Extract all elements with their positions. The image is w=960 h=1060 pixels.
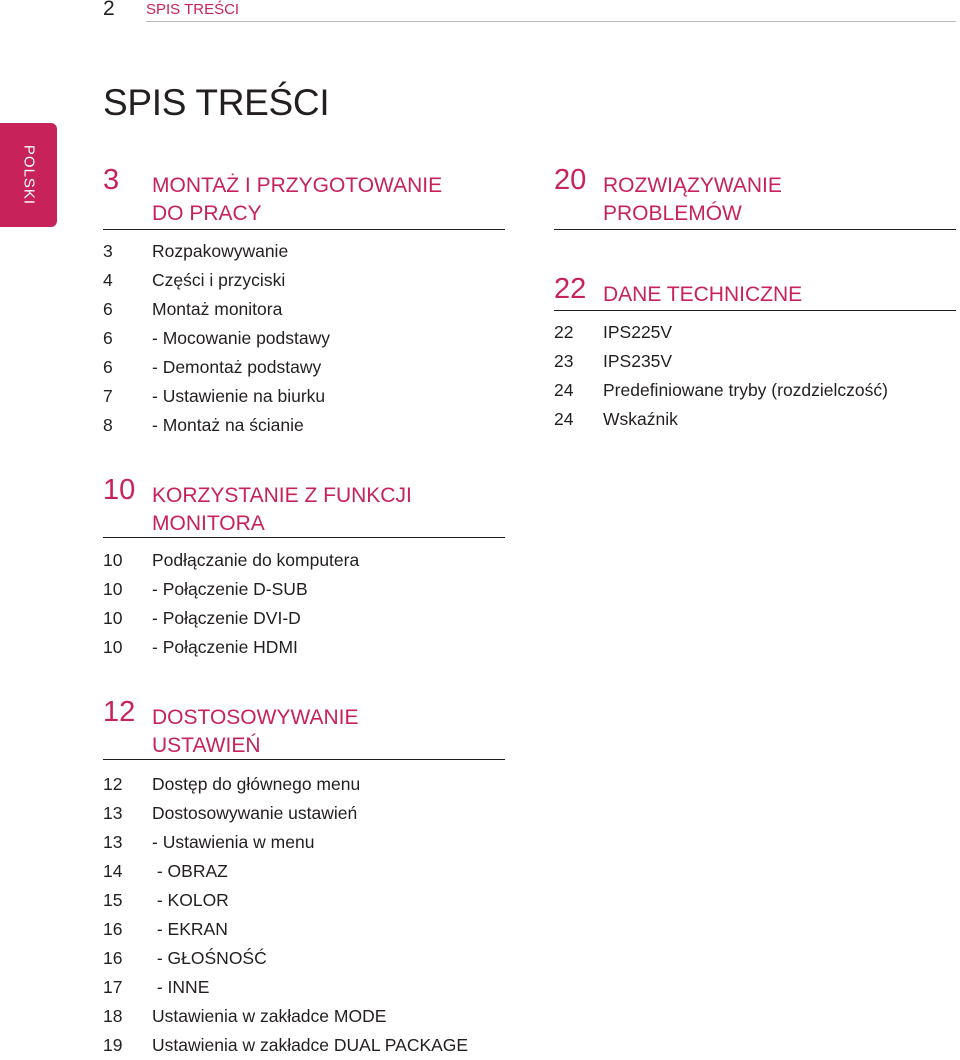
toc-entry[interactable] — [103, 353, 505, 382]
toc-entry-page: 15 — [103, 890, 123, 910]
section-divider — [103, 537, 505, 538]
toc-entry-page: 24 — [554, 409, 574, 429]
section-heading[interactable] — [103, 164, 505, 227]
toc-entry[interactable] — [554, 318, 956, 347]
page-title: SPIS TREŚCI — [103, 82, 330, 123]
toc-entry-text: - Ustawienia w menu — [152, 832, 315, 852]
toc-entry-text: Montaż monitora — [152, 299, 283, 319]
toc-entry-page: 14 — [103, 861, 123, 881]
section-title-line: MONTAŻ I PRZYGOTOWANIE — [152, 174, 443, 197]
language-tab — [0, 123, 57, 227]
toc-entry-text: IPS235V — [603, 351, 673, 371]
section-title — [152, 172, 442, 228]
toc-entry-text: - INNE — [152, 977, 210, 997]
section-title — [152, 704, 359, 760]
toc-entry-text: - Połączenie D-SUB — [152, 579, 308, 599]
toc-entry-page: 4 — [103, 270, 113, 290]
section-title — [603, 281, 802, 309]
section-title-line: USTAWIEŃ — [152, 734, 261, 757]
toc-list — [554, 318, 956, 434]
section-number: 3 — [103, 164, 120, 196]
toc-section-montaz — [103, 164, 505, 435]
toc-entry-text: Rozpakowywanie — [152, 241, 289, 261]
toc-entry-page: 3 — [103, 241, 113, 261]
toc-section-korzystanie — [103, 474, 505, 657]
toc-entry-page: 17 — [103, 977, 123, 997]
toc-entry-page: 22 — [554, 322, 574, 342]
toc-entry-page: 10 — [103, 579, 123, 599]
toc-entry-page: 12 — [103, 774, 123, 794]
toc-entry[interactable] — [103, 1002, 505, 1031]
section-number: 12 — [103, 696, 136, 728]
toc-entry-text: Dostęp do głównego menu — [152, 774, 361, 794]
toc-entry[interactable] — [103, 857, 505, 886]
toc-entry-text: Predefiniowane tryby (rozdzielczość) — [603, 380, 888, 400]
toc-entry[interactable] — [103, 295, 505, 324]
section-title — [603, 172, 782, 228]
toc-entry[interactable] — [103, 828, 505, 857]
toc-entry[interactable] — [103, 915, 505, 944]
toc-entry[interactable] — [103, 1031, 505, 1060]
toc-entry-page: 19 — [103, 1035, 123, 1055]
toc-entry-page: 6 — [103, 299, 113, 319]
toc-entry[interactable] — [103, 799, 505, 828]
toc-entry[interactable] — [554, 347, 956, 376]
section-number: 20 — [554, 164, 587, 196]
toc-entry-text: - Montaż na ścianie — [152, 415, 304, 435]
toc-entry-text: Wskaźnik — [603, 409, 678, 429]
section-heading[interactable] — [554, 164, 956, 227]
section-title-line: DOSTOSOWYWANIE — [152, 706, 359, 729]
toc-entry-text: Ustawienia w zakładce MODE — [152, 1006, 387, 1026]
toc-entry[interactable] — [554, 376, 956, 405]
toc-entry-page: 6 — [103, 328, 113, 348]
toc-list — [103, 237, 505, 440]
toc-entry[interactable] — [103, 604, 505, 633]
toc-entry-page: 16 — [103, 919, 123, 939]
toc-entry-page: 18 — [103, 1006, 123, 1026]
toc-entry-text: Ustawienia w zakładce DUAL PACKAGE — [152, 1035, 469, 1055]
toc-entry[interactable] — [103, 546, 505, 575]
toc-entry-page: 10 — [103, 637, 123, 657]
toc-list — [103, 770, 505, 1060]
toc-entry-page: 10 — [103, 550, 123, 570]
toc-entry[interactable] — [103, 770, 505, 799]
toc-entry-text: - Ustawienie na biurku — [152, 386, 326, 406]
toc-entry-page: 23 — [554, 351, 574, 371]
page-header — [0, 0, 960, 22]
section-title — [152, 482, 412, 538]
toc-entry[interactable] — [103, 633, 505, 662]
toc-entry[interactable] — [554, 405, 956, 434]
toc-entry-text: - Demontaż podstawy — [152, 357, 322, 377]
section-title-line: MONITORA — [152, 512, 265, 535]
toc-entry[interactable] — [103, 886, 505, 915]
toc-entry-text: - Połączenie HDMI — [152, 637, 298, 657]
section-heading[interactable] — [103, 696, 505, 759]
section-title-line: PROBLEMÓW — [603, 202, 742, 225]
toc-entry-text: - OBRAZ — [152, 861, 228, 881]
toc-entry[interactable] — [103, 575, 505, 604]
section-heading[interactable] — [554, 273, 956, 310]
toc-entry[interactable] — [103, 237, 505, 266]
toc-entry-text: - Mocowanie podstawy — [152, 328, 330, 348]
toc-entry-text: Części i przyciski — [152, 270, 286, 290]
toc-entry[interactable] — [103, 973, 505, 1002]
toc-entry[interactable] — [103, 382, 505, 411]
section-title-line: ROZWIĄZYWANIE — [603, 174, 782, 197]
section-heading[interactable] — [103, 474, 505, 537]
toc-section-rozwiazywanie — [554, 164, 956, 227]
header-title: SPIS TREŚCI — [146, 1, 240, 18]
toc-entry-text: Podłączanie do komputera — [152, 550, 360, 570]
toc-entry[interactable] — [103, 324, 505, 353]
toc-entry-page: 6 — [103, 357, 113, 377]
toc-entry-page: 24 — [554, 380, 574, 400]
toc-entry-text: Dostosowywanie ustawień — [152, 803, 358, 823]
toc-section-dane — [554, 273, 956, 429]
toc-entry-text: - EKRAN — [152, 919, 228, 939]
toc-entry-text: - KOLOR — [152, 890, 229, 910]
section-divider — [103, 229, 505, 230]
section-divider — [554, 229, 956, 230]
section-number: 22 — [554, 273, 587, 305]
toc-entry[interactable] — [103, 411, 505, 440]
section-title-line: DANE TECHNICZNE — [603, 283, 803, 306]
toc-section-dostosowywanie — [103, 696, 505, 1055]
section-divider — [103, 759, 505, 760]
toc-entry-page: 7 — [103, 386, 113, 406]
toc-entry-text: - GŁOŚNOŚĆ — [152, 948, 267, 968]
language-tab-label: POLSKI — [20, 144, 37, 206]
toc-entry-page: 13 — [103, 803, 123, 823]
header-divider — [146, 21, 956, 22]
toc-entry-page: 10 — [103, 608, 123, 628]
section-number: 10 — [103, 474, 136, 506]
header-page-number: 2 — [103, 0, 115, 20]
toc-entry-page: 8 — [103, 415, 113, 435]
toc-entry-page: 16 — [103, 948, 123, 968]
toc-entry-page: 13 — [103, 832, 123, 852]
toc-list — [103, 546, 505, 662]
toc-entry-text: - Połączenie DVI-D — [152, 608, 301, 628]
section-title-line: DO PRACY — [152, 202, 262, 225]
section-title-line: KORZYSTANIE Z FUNKCJI — [152, 484, 412, 507]
toc-entry[interactable] — [103, 266, 505, 295]
toc-entry[interactable] — [103, 944, 505, 973]
toc-entry-text: IPS225V — [603, 322, 673, 342]
section-divider — [554, 310, 956, 311]
